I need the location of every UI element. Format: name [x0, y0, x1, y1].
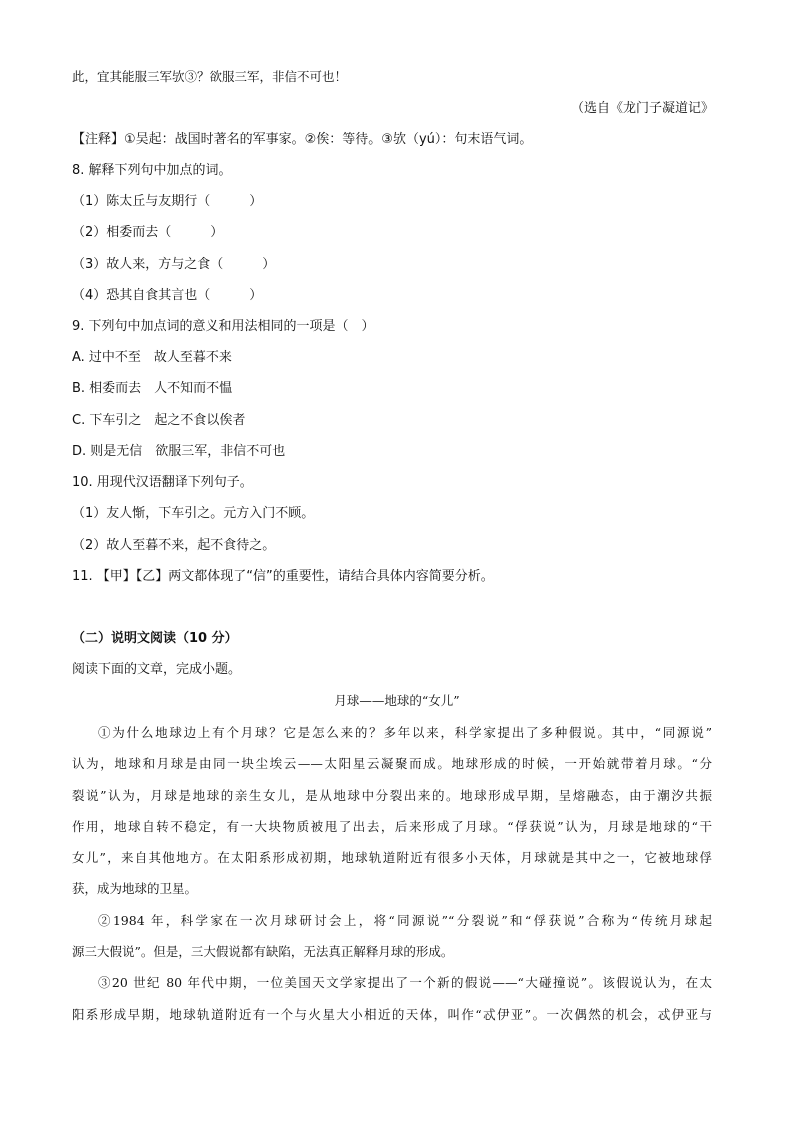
article-para-1-line-3: 裂说”认为，月球是地球的亲生女儿，是从地球中分裂出来的。地球形成早期，呈熔融态，由于潮汐共振 [72, 788, 712, 803]
article-para-1-line-5: 女儿”，来自其他地方。在太阳系形成初期，地球轨道附近有很多小天体，月球就是其中之一，它被地球俘 [72, 850, 712, 865]
question-9-option-c: C. 下车引之 起之不食以俟者 [72, 413, 246, 428]
article-para-3-line-1: ③20 世纪 80 年代中期，一位美国天文学家提出了一个新的假说——“大碰撞说”。该假说认为，在太 [98, 975, 712, 990]
question-10-item-2: （2）故人至暮不来，起不食待之。 [72, 538, 276, 553]
passage-a-last-line: 此，宜其能服三军欤③？欲服三军，非信不可也！ [72, 69, 348, 84]
article-para-2-line-1: ②1984 年，科学家在一次月球研讨会上，将“同源说”“分裂说”和“俘获说”合称为“传统月球起 [98, 913, 712, 928]
article-para-1-line-1: ①为什么地球边上有个月球？它是怎么来的？多年以来，科学家提出了多种假说。其中，“同源说” [98, 725, 712, 740]
question-9-stem: 9. 下列句中加点词的意义和用法相同的一项是（ ） [72, 319, 375, 334]
question-10-stem: 10. 用现代汉语翻译下列句子。 [72, 475, 253, 490]
article-title: 月球——地球的“女儿” [334, 693, 460, 708]
question-8-item-4: （4）恐其自食其言也（ ） [72, 288, 263, 303]
question-8-stem: 8. 解释下列句中加点的词。 [72, 163, 232, 178]
question-9-option-b: B. 相委而去 人不知而不愠 [72, 381, 233, 396]
question-8-item-3: （3）故人来，方与之食（ ） [72, 257, 276, 272]
question-9-option-d: D. 则是无信 欲服三军，非信不可也 [72, 444, 286, 459]
article-para-2-line-2: 源三大假说”。但是，三大假说都有缺陷，无法真正解释月球的形成。 [72, 944, 454, 959]
article-para-1-line-2: 认为，地球和月球是由同一块尘埃云——太阳星云凝聚而成。地球形成的时候，一开始就带着月球。“分 [72, 756, 712, 771]
question-9-option-a: A. 过中不至 故人至暮不来 [72, 350, 232, 365]
article-para-1-line-4: 作用，地球自转不稳定，有一大块物质被甩了出去，后来形成了月球。“俘获说”认为，月球是地球的“干 [72, 819, 712, 834]
annotation-notes: 【注释】①吴起：战国时著名的军事家。②俟：等待。③欤（yú）：句末语气词。 [72, 132, 533, 147]
question-8-item-2: （2）相委而去（ ） [72, 225, 224, 240]
article-para-3-line-2: 阳系形成早期，地球轨道附近有一个与火星大小相近的天体，叫作“忒伊亚”。一次偶然的机会，忒伊亚与 [72, 1007, 712, 1022]
question-11-stem: 11. 【甲】【乙】两文都体现了“信”的重要性，请结合具体内容简要分析。 [72, 569, 494, 584]
article-para-1-line-6: 获，成为地球的卫星。 [72, 881, 198, 896]
section-2-heading: （二）说明文阅读（10 分） [72, 631, 238, 646]
passage-source: （选自《龙门子凝道记》 [570, 101, 714, 116]
question-8-item-1: （1）陈太丘与友期行（ ） [72, 194, 263, 209]
section-2-instruction: 阅读下面的文章，完成小题。 [72, 662, 242, 677]
question-10-item-1: （1）友人惭，下车引之。元方入门不顾。 [72, 506, 315, 521]
